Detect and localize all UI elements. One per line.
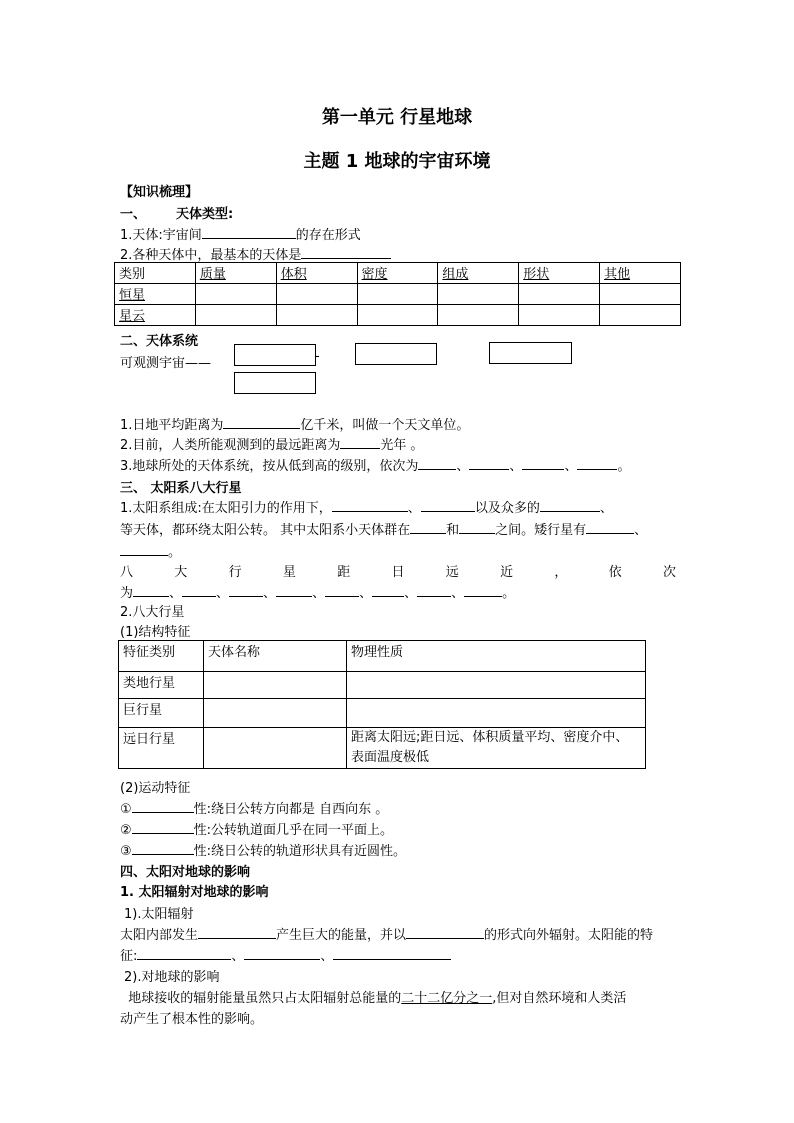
table-header-row bbox=[119, 641, 646, 672]
table-cell[interactable] bbox=[438, 284, 519, 305]
table-header-cell: 质量 bbox=[195, 263, 276, 284]
blank-field[interactable] bbox=[133, 584, 169, 597]
table-header-cell: 体积 bbox=[276, 263, 357, 284]
radiation-subheading: 1. 太阳辐射对地球的影响 bbox=[120, 885, 269, 900]
blank-field[interactable] bbox=[276, 584, 312, 597]
section-4-heading: 四、太阳对地球的影响 bbox=[120, 865, 251, 880]
section-1-heading: 天体类型: bbox=[176, 207, 234, 222]
table-header-cell: 密度 bbox=[357, 263, 438, 284]
blank-field[interactable] bbox=[540, 499, 600, 512]
table-header-row bbox=[115, 263, 681, 284]
s3-line-1: 1.太阳系组成:在太阳引力的作用下， 、 以及众多的 、 bbox=[120, 501, 613, 516]
table-cell[interactable] bbox=[519, 284, 600, 305]
table-header-cell: 物理性质 bbox=[347, 641, 646, 672]
table-cell[interactable] bbox=[204, 699, 347, 728]
table-header-cell: 形状 bbox=[519, 263, 600, 284]
planet-order-blanks: 为 、 、 、 、 、 、 、 。 bbox=[120, 586, 516, 601]
table-cell[interactable] bbox=[357, 305, 438, 326]
table-cell: 类地行星 bbox=[119, 672, 204, 699]
table-header-cell: 组成 bbox=[438, 263, 519, 284]
table-cell: 星云 bbox=[115, 305, 196, 326]
table-cell[interactable] bbox=[600, 305, 681, 326]
planets-subheading: 2.八大行星 bbox=[120, 605, 185, 620]
system-box-2[interactable] bbox=[355, 343, 437, 365]
blank-field[interactable] bbox=[182, 584, 216, 597]
table-cell[interactable] bbox=[347, 699, 646, 728]
system-box-3[interactable] bbox=[489, 342, 572, 364]
table-cell[interactable] bbox=[438, 305, 519, 326]
table-cell[interactable] bbox=[600, 284, 681, 305]
section-2-heading: 二、天体系统 bbox=[120, 334, 199, 349]
s1-line-2: 2.各种天体中，最基本的天体是 bbox=[120, 244, 391, 263]
radiation-line-2: 征: 、 、 bbox=[120, 945, 451, 964]
table-row bbox=[119, 699, 646, 728]
planet-order-line: 八 大 行 星 距 日 远 近 ， 依 次 bbox=[120, 565, 676, 580]
blank-field[interactable] bbox=[202, 226, 296, 239]
blank-field[interactable] bbox=[340, 436, 380, 449]
blank-field[interactable] bbox=[418, 457, 456, 470]
blank-field[interactable] bbox=[410, 521, 446, 534]
s2-line-3: 3.地球所处的天体系统，按从低到高的级别，依次为 、 、 、 。 bbox=[120, 459, 631, 474]
table-cell[interactable] bbox=[347, 672, 646, 699]
connector-dash: - bbox=[315, 349, 320, 364]
blank-field[interactable] bbox=[132, 800, 194, 813]
table-cell[interactable] bbox=[276, 305, 357, 326]
motion-line-1: ① 性:绕日公转方向都是 自西向东 。 bbox=[120, 802, 389, 817]
table-header-cell: 类别 bbox=[115, 263, 196, 284]
table-header-cell: 特征类别 bbox=[119, 641, 204, 672]
blank-field[interactable] bbox=[120, 543, 168, 556]
table-cell[interactable] bbox=[519, 305, 600, 326]
blank-field[interactable] bbox=[577, 457, 617, 470]
blank-field[interactable] bbox=[459, 521, 495, 534]
table-cell: 远日行星 bbox=[119, 728, 204, 769]
section-1-number: 一、 bbox=[120, 207, 147, 222]
blank-field[interactable] bbox=[198, 926, 276, 939]
effect-line-1: 地球接收的辐射能量虽然只占太阳辐射总能量的二十二亿分之一,但对自然环境和人类活 bbox=[128, 991, 627, 1006]
blank-field[interactable] bbox=[469, 457, 509, 470]
table-row bbox=[119, 672, 646, 699]
radiation-sub-1: 1).太阳辐射 bbox=[124, 907, 194, 922]
table-header-cell: 其他 bbox=[600, 263, 681, 284]
s3-line-2: 等天体，都环绕太阳公转。 其中太阳系小天体群在 和 之间。矮行星有 、 bbox=[120, 523, 648, 538]
blank-field[interactable] bbox=[406, 926, 484, 939]
table-cell: 恒星 bbox=[115, 284, 196, 305]
blank-field[interactable] bbox=[132, 821, 194, 834]
blank-field[interactable] bbox=[464, 584, 502, 597]
blank-field[interactable] bbox=[421, 499, 475, 512]
blank-field[interactable] bbox=[137, 947, 231, 960]
blank-field[interactable] bbox=[372, 584, 404, 597]
blank-field[interactable] bbox=[417, 584, 451, 597]
table-row bbox=[115, 305, 681, 326]
blank-field[interactable] bbox=[332, 499, 408, 512]
section-3-heading: 三、 太阳系八大行星 bbox=[120, 481, 242, 496]
planet-structure-table bbox=[118, 640, 646, 769]
table-cell[interactable] bbox=[195, 284, 276, 305]
table-row bbox=[119, 728, 646, 769]
page-subtitle: 主题 1 地球的宇宙环境 bbox=[303, 151, 491, 172]
system-box-1[interactable] bbox=[234, 344, 316, 366]
s2-line-2: 2.目前，人类所能观测到的最远距离为 光年 。 bbox=[120, 438, 424, 453]
blank-field[interactable] bbox=[522, 457, 564, 470]
structure-subheading: (1)结构特征 bbox=[120, 625, 191, 640]
observable-universe-label: 可观测宇宙—— bbox=[120, 356, 212, 371]
blank-field[interactable] bbox=[132, 842, 194, 855]
s1-line-1: 1.天体:宇宙间 的存在形式 bbox=[120, 228, 361, 243]
radiation-line-1: 太阳内部发生 产生巨大的能量，并以 的形式向外辐射。太阳能的特 bbox=[120, 928, 654, 943]
table-header-cell: 天体名称 bbox=[204, 641, 347, 672]
blank-field[interactable] bbox=[223, 416, 300, 429]
fraction-highlight: 二十二亿分之一 bbox=[401, 991, 493, 1006]
table-cell[interactable] bbox=[204, 672, 347, 699]
blank-field[interactable] bbox=[301, 246, 391, 259]
motion-line-2: ② 性:公转轨道面几乎在同一平面上。 bbox=[120, 823, 394, 838]
blank-field[interactable] bbox=[325, 584, 359, 597]
table-cell[interactable] bbox=[276, 284, 357, 305]
motion-line-3: ③ 性:绕日公转的轨道形状具有近圆性。 bbox=[120, 844, 407, 859]
s2-line-1: 1.日地平均距离为 亿千米，叫做一个天文单位。 bbox=[120, 418, 470, 433]
table-cell[interactable] bbox=[357, 284, 438, 305]
blank-field[interactable] bbox=[244, 947, 320, 960]
table-cell[interactable] bbox=[195, 305, 276, 326]
effect-subheading: 2).对地球的影响 bbox=[124, 970, 220, 985]
knowledge-heading: 【知识梳理】 bbox=[120, 185, 199, 200]
blank-field[interactable] bbox=[333, 947, 451, 960]
blank-field[interactable] bbox=[586, 521, 634, 534]
motion-subheading: (2)运动特征 bbox=[120, 781, 191, 796]
celestial-type-table bbox=[114, 262, 681, 326]
page-title: 第一单元 行星地球 bbox=[321, 107, 473, 128]
effect-line-2: 动产生了根本性的影响。 bbox=[120, 1012, 264, 1027]
table-cell[interactable] bbox=[204, 728, 347, 769]
system-box-4[interactable] bbox=[234, 372, 316, 394]
table-cell: 距离太阳远;距日远、体积质量平均、密度介中、表面温度极低 bbox=[347, 728, 646, 769]
blank-field[interactable] bbox=[229, 584, 263, 597]
table-row bbox=[115, 284, 681, 305]
s3-line-3: 。 bbox=[120, 541, 181, 560]
table-cell: 巨行星 bbox=[119, 699, 204, 728]
